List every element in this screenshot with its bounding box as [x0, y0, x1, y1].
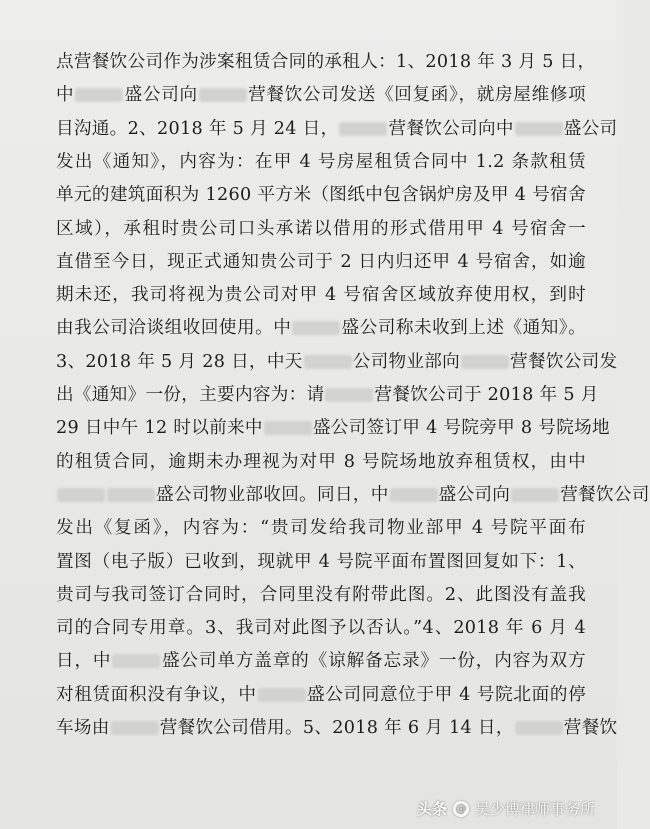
text-line: [56, 183, 586, 207]
redacted-name: [304, 355, 352, 369]
redacted-name: [461, 355, 509, 369]
text-segment: 点营餐饮公司作为涉案租赁合同的承租人：1、2018 年 3 月 5 日，: [56, 52, 596, 72]
redacted-name: [57, 488, 105, 502]
at-icon: @: [453, 801, 469, 817]
watermark: [417, 798, 595, 819]
redacted-name: [515, 122, 563, 136]
redacted-name: [390, 488, 438, 502]
redacted-name: [515, 721, 563, 735]
text-segment: 营餐饮公司发送《回复函》，就房屋维修项: [247, 85, 587, 106]
text-line: [56, 316, 586, 340]
redacted-name: [107, 488, 155, 502]
text-line: [56, 283, 586, 307]
text-segment: 营餐饮: [563, 718, 618, 738]
redacted-name: [511, 488, 559, 502]
redacted-name: [112, 654, 160, 668]
redacted-name: [258, 688, 306, 702]
watermark-brand: 头条: [416, 800, 447, 818]
text-line: [56, 350, 618, 374]
text-line: [56, 649, 586, 673]
text-segment: 的租赁合同，逾期未办理视为对甲 8 号院场地放弃租赁权，由中: [56, 451, 586, 472]
redacted-name: [264, 421, 312, 435]
text-line: [56, 483, 650, 507]
text-segment: 目沟通。2、2018 年 5 月 24 日，: [56, 118, 339, 139]
text-segment: 公司物业部向: [352, 351, 461, 372]
text-line: [56, 716, 618, 740]
text-segment: 盛公司物业部收回。同日，中: [156, 484, 389, 505]
text-segment: 贵司与我司签订合同时，合同里没有附带此图。2、此图没有盖我: [56, 584, 586, 605]
text-segment: 日，中: [56, 651, 112, 672]
text-segment: 盛公司单方盖章的《谅解备忘录》一份，内容为双方: [161, 651, 586, 672]
text-line: [56, 50, 596, 74]
text-segment: 3、2018 年 5 月 28 日，中天: [56, 351, 303, 372]
text-segment: 盛公司向: [124, 85, 198, 106]
text-segment: 由我公司洽谈组收回使用。中: [56, 318, 292, 339]
text-segment: 司的合同专用章。3、我司对此图予以否认。”4、2018 年 6 月 4: [56, 618, 586, 639]
redacted-name: [199, 88, 247, 102]
text-segment: 置图（电子版）已收到，现就甲 4 号院平面布置图回复如下：1、: [56, 551, 586, 572]
text-line: [56, 450, 586, 474]
text-segment: 营餐饮公司发: [510, 351, 618, 372]
watermark-author: 吴少博律师事务所: [474, 800, 595, 818]
text-segment: 车场由: [56, 718, 110, 738]
text-segment: 盛公司同意位于甲 4 号院北面的停: [306, 684, 586, 705]
redacted-name: [75, 88, 123, 102]
text-line: [56, 383, 599, 407]
text-line: [56, 683, 586, 707]
text-segment: 盛公司签订甲 4 号院旁甲 8 号院场地: [312, 418, 610, 439]
text-segment: 发出《复函》，内容为：“贵司发给我司物业部甲 4 号院平面布: [56, 518, 586, 539]
text-segment: 区域），承租时贵公司口头承诺以借用的形式借用甲 4 号宿舍一: [56, 218, 586, 239]
text-segment: 营餐饮公司: [560, 484, 650, 505]
text-line: [56, 150, 586, 174]
text-segment: 29 日中午 12 时以前来中: [56, 418, 263, 439]
text-line: [56, 550, 586, 574]
text-segment: 发出《通知》，内容为：在甲 4 号房屋租赁合同中 1.2 条款租赁: [56, 151, 586, 172]
text-line: [56, 516, 586, 540]
text-line: [56, 583, 586, 607]
text-segment: 出《通知》一份，主要内容为：请: [56, 385, 325, 405]
text-segment: 中: [56, 85, 75, 106]
text-segment: 直借至今日，现正式通知贵公司于 2 日内归还甲 4 号宿舍，如逾: [56, 251, 586, 272]
redacted-name: [339, 122, 387, 136]
text-line: [56, 117, 618, 141]
text-line: [56, 616, 586, 640]
text-segment: 营餐饮公司于 2018 年 5 月: [374, 385, 599, 405]
text-line: [56, 83, 586, 107]
text-segment: 对租赁面积没有争议，中: [56, 684, 257, 705]
text-segment: 营餐饮公司借用。5、2018 年 6 月 14 日，: [159, 718, 514, 738]
redacted-name: [111, 721, 159, 735]
text-line: [56, 217, 586, 241]
text-segment: 营餐饮公司向中: [388, 118, 514, 139]
text-line: [56, 250, 586, 274]
text-segment: 盛公司: [563, 118, 618, 139]
redacted-name: [292, 321, 340, 335]
text-line: [56, 416, 610, 440]
text-segment: 盛公司称未收到上述《通知》。: [341, 318, 586, 339]
text-segment: 盛公司向: [438, 484, 511, 505]
redacted-name: [325, 388, 373, 402]
text-segment: 单元的建筑面积为 1260 平方米（图纸中包含锅炉房及甲 4 号宿舍: [56, 185, 586, 206]
text-segment: 期未还，我司将视为贵公司对甲 4 号宿舍区域放弃使用权，到时: [56, 285, 586, 306]
